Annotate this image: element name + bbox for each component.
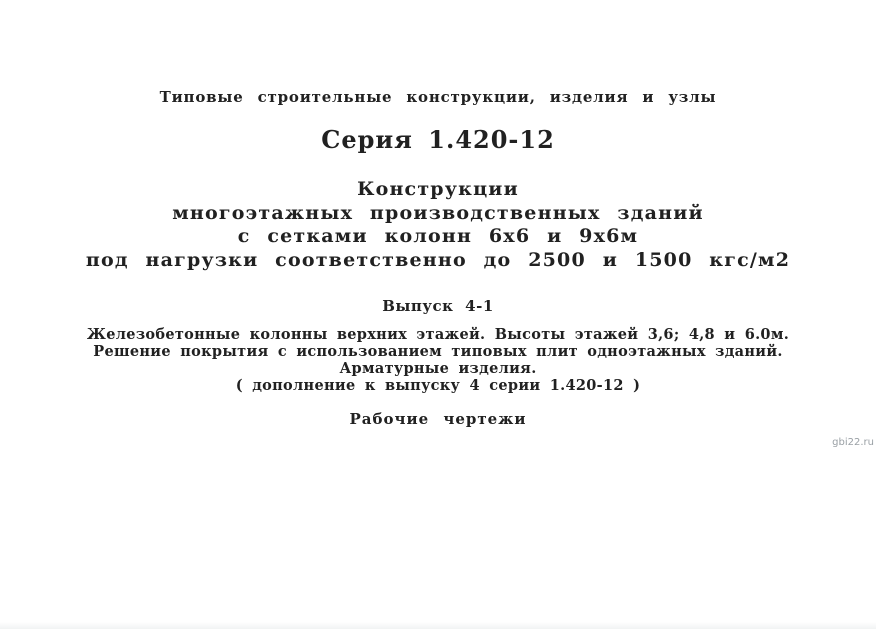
description-line: Арматурные изделия. <box>339 360 537 377</box>
watermark: gbi22.ru <box>832 437 874 448</box>
main-title-line: под нагрузки соответственно до 2500 и 1500 кгс/м2 <box>85 248 791 271</box>
description-block <box>0 326 876 394</box>
description-line: Решение покрытия с использованием типовых плит одноэтажных зданий. <box>93 343 783 360</box>
series-title: Серия 1.420-12 <box>321 125 555 154</box>
main-title-line: Конструкции <box>357 178 519 200</box>
working-drawings-label: Рабочие чертежи <box>349 410 527 428</box>
main-title <box>0 178 876 272</box>
main-title-line: многоэтажных производственных зданий <box>172 201 704 224</box>
description-line: Железобетонные колонны верхних этажей. Высоты этажей 3,6; 4,8 и 6.0м. <box>86 326 790 343</box>
document-header: Типовые строительные конструкции, изделия и узлы <box>159 88 717 106</box>
main-title-line: с сетками колонн 6х6 и 9х6м <box>237 225 639 247</box>
description-line: ( дополнение к выпуску 4 серии 1.420-12 ) <box>235 377 641 394</box>
issue-label: Выпуск 4-1 <box>382 297 494 315</box>
